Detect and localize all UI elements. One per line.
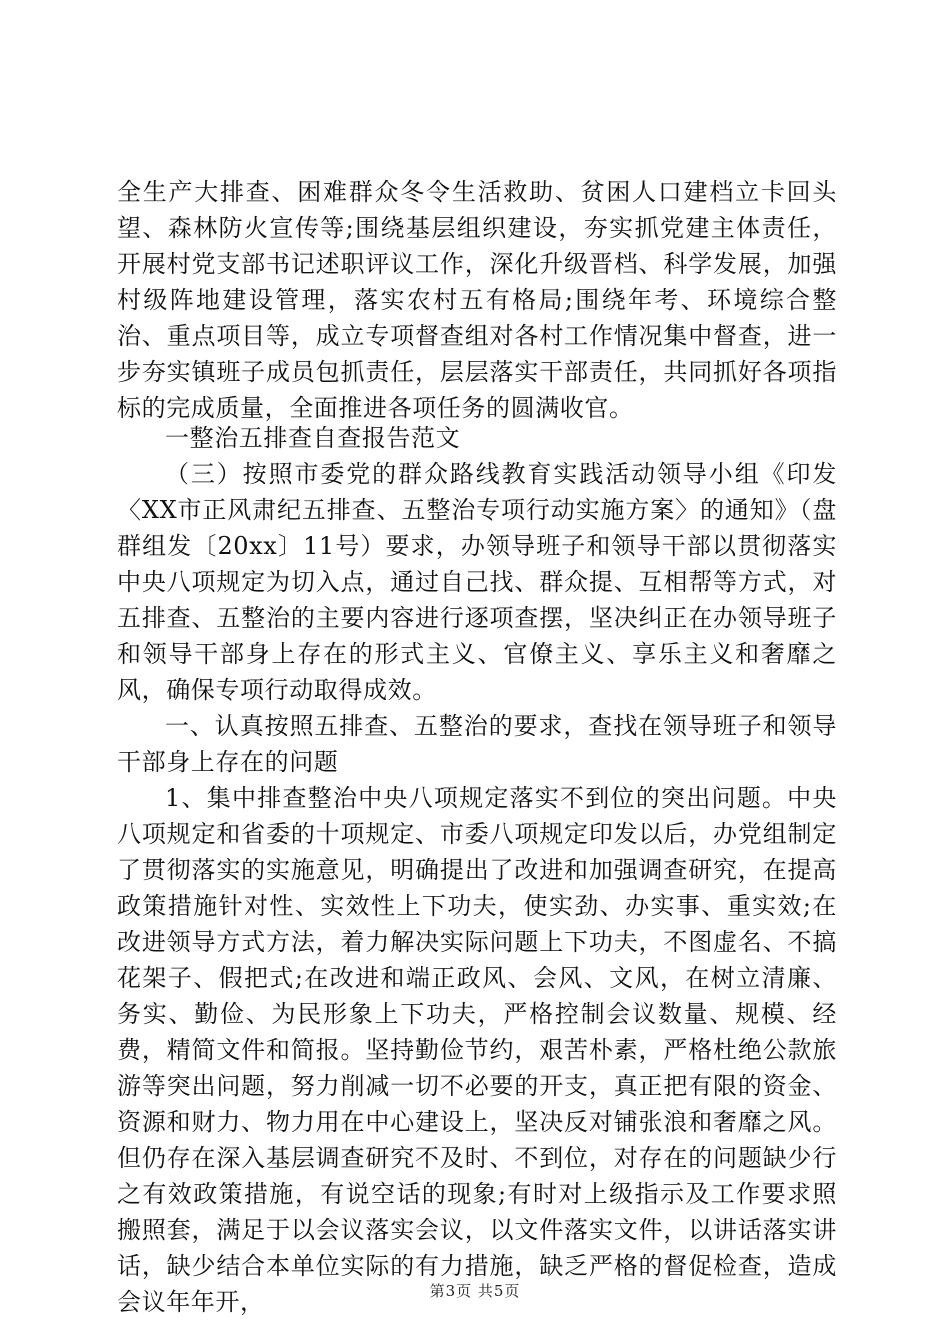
paragraph-4: 1、集中排查整治中央八项规定落实不到位的突出问题。中央八项规定和省委的十项规定、市委八项规定印发以后，办党组制定了贯彻落实的实施意见，明确提出了改进和加强调查研究，在提高政策措施针对性、实效性上下功夫，使实劲、办实事、重实效;在改进领导方式方法，着力解决实际问题上下功夫，不图虚名、不搞花架子、假把式;在改进和端正政风、会风、文风，在树立清廉、务实、勤俭、为民形象上下功夫，严格控制会议数量、规模、经费，精简文件和简报。坚持勤俭节约，艰苦朴素，严格杜绝公款旅游等突出问题，努力削减一切不必要的开支，真正把有限的资金、资源和财力、物力用在中心建设上，坚决反对铺张浪和奢靡之风。但仍存在深入基层调查研究不及时、不到位，对存在的问题缺少行之有效政策措施，有说空话的现象;有时对上级指示及工作要求照搬照套，满足于以会议落实会议，以文件落实文件，以讲话落实讲话，缺少结合本单位实际的有力措施，缺乏严格的督促检查，造成会议年年开， <box>117 784 837 1316</box>
main-text-block <box>117 420 837 1320</box>
page-number-label: 第3页 共5页 <box>429 1282 521 1300</box>
page-footer <box>0 1281 950 1301</box>
top-text-block <box>117 174 837 426</box>
paragraph-3: 一、认真按照五排查、五整治的要求，查找在领导班子和领导干部身上存在的问题 <box>117 712 837 776</box>
top-paragraph: 全生产大排查、困难群众冬令生活救助、贫困人口建档立卡回头望、森林防火宣传等;围绕基层组织建设，夯实抓党建主体责任，开展村党支部书记述职评议工作，深化升级晋档、科学发展，加强村级阵地建设管理，落实农村五有格局;围绕年考、环境综合整治、重点项目等，成立专项督查组对各村工作情况集中督查，进一步夯实镇班子成员包抓责任，层层落实干部责任，共同抓好各项指标的完成质量，全面推进各项任务的圆满收官。 <box>117 178 837 422</box>
section-title: 一整治五排查自查报告范文 <box>165 424 461 452</box>
paragraph-2: （三）按照市委党的群众路线教育实践活动领导小组《印发〈XX市正风肃纪五排查、五整治专项行动实施方案〉的通知》（盘群组发〔20xx〕11号）要求，办领导班子和领导干部以贯彻落实中央八项规定为切入点，通过自己找、群众提、互相帮等方式，对五排查、五整治的主要内容进行逐项查摆，坚决纠正在办领导班子和领导干部身上存在的形式主义、官僚主义、享乐主义和奢靡之风，确保专项行动取得成效。 <box>117 460 837 704</box>
